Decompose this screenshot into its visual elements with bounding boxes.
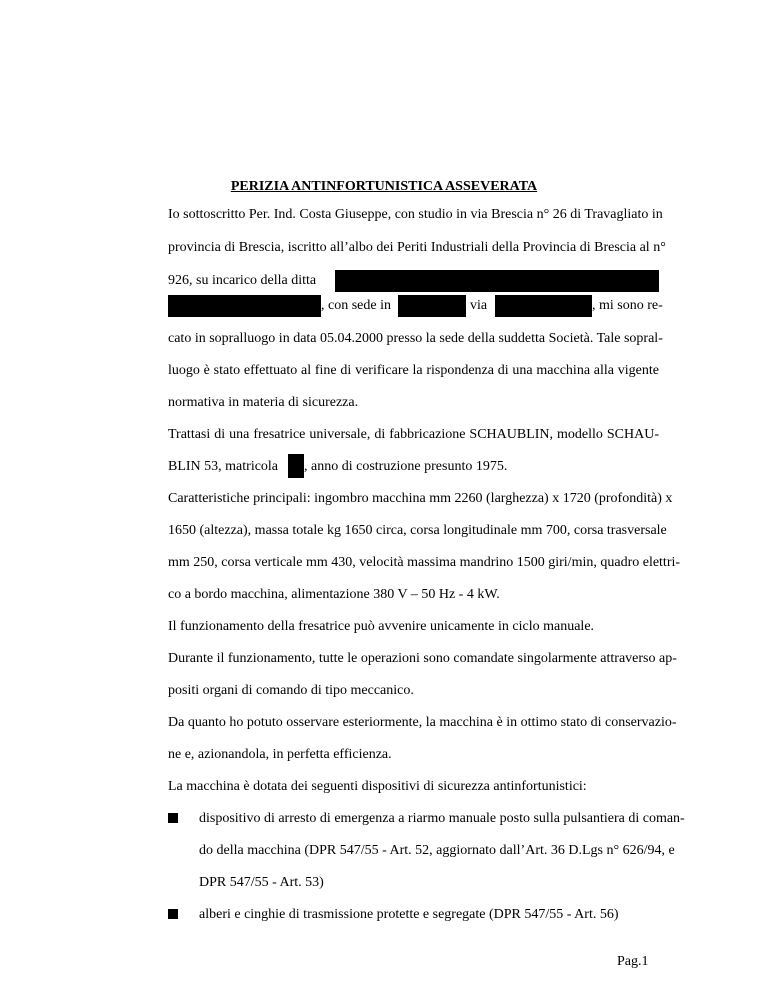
text-line: Da quanto ho potuto osservare esteriormente, la macchina è in ottimo stato di conservazio-: [168, 715, 677, 730]
text-line: Durante il funzionamento, tutte le operazioni sono comandate singolarmente attraverso ap-: [168, 651, 677, 666]
redaction-box: [495, 295, 592, 317]
text-span: , mi sono re-: [592, 298, 663, 313]
text-line: Caratteristiche principali: ingombro macchina mm 2260 (larghezza) x 1720 (profondità) x: [168, 491, 673, 506]
redaction-box: [335, 270, 659, 292]
page-number: Pag.1: [617, 954, 649, 969]
redaction-box: [398, 295, 466, 317]
text-line: [168, 459, 659, 475]
devices-intro: La macchina è dotata dei seguenti dispositivi di sicurezza antinfortunistici:: [168, 779, 587, 794]
text-line: mm 250, corsa verticale mm 430, velocità massima mandrino 1500 giri/min, quadro elettri-: [168, 555, 681, 570]
redaction-box: [168, 295, 321, 317]
text-span: , con sede in: [321, 298, 391, 313]
text-span: BLIN 53, matricola: [168, 459, 279, 474]
document-title: PERIZIA ANTINFORTUNISTICA ASSEVERATA: [230, 179, 538, 194]
redaction-box: [288, 454, 304, 478]
text-line: positi organi di comando di tipo meccanico.: [168, 683, 414, 698]
operation-paragraph: Il funzionamento della fresatrice può avvenire unicamente in ciclo manuale.: [168, 619, 595, 634]
text-line: co a bordo macchina, alimentazione 380 V – 50 Hz - 4 kW.: [168, 587, 500, 602]
text-span: via: [470, 298, 488, 313]
text-line: Io sottoscritto Per. Ind. Costa Giuseppe, con studio in via Brescia n° 26 di Travagliato in: [168, 207, 663, 222]
list-item-line: do della macchina (DPR 547/55 - Art. 52, aggiornato dall’Art. 36 D.Lgs n° 626/94, e: [199, 843, 675, 858]
text-line: luogo è stato effettuato al fine di verificare la rispondenza di una macchina alla vigente: [168, 363, 659, 378]
list-item-line: DPR 547/55 - Art. 53): [199, 875, 324, 890]
list-item-line: alberi e cinghie di trasmissione protette e segregate (DPR 547/55 - Art. 56): [199, 907, 619, 922]
text-span: , anno di costruzione presunto 1975.: [304, 459, 508, 474]
text-line: provincia di Brescia, iscritto all’albo dei Periti Industriali della Provincia di Brescia al n°: [168, 240, 666, 255]
text-line: cato in sopralluogo in data 05.04.2000 presso la sede della suddetta Società. Tale sopral-: [168, 331, 663, 346]
text-span: 926, su incarico della ditta: [168, 273, 317, 288]
text-line: Trattasi di una fresatrice universale, di fabbricazione SCHAUBLIN, modello SCHAU-: [168, 427, 659, 442]
text-line: ne e, azionandola, in perfetta efficienza.: [168, 747, 392, 762]
list-item-line: dispositivo di arresto di emergenza a riarmo manuale posto sulla pulsantiera di coman-: [199, 811, 685, 826]
square-bullet-icon: [168, 813, 178, 823]
text-line: normativa in materia di sicurezza.: [168, 395, 359, 410]
square-bullet-icon: [168, 909, 178, 919]
text-line: 1650 (altezza), massa totale kg 1650 circa, corsa longitudinale mm 700, corsa trasversale: [168, 523, 667, 538]
text-line: [168, 273, 659, 289]
